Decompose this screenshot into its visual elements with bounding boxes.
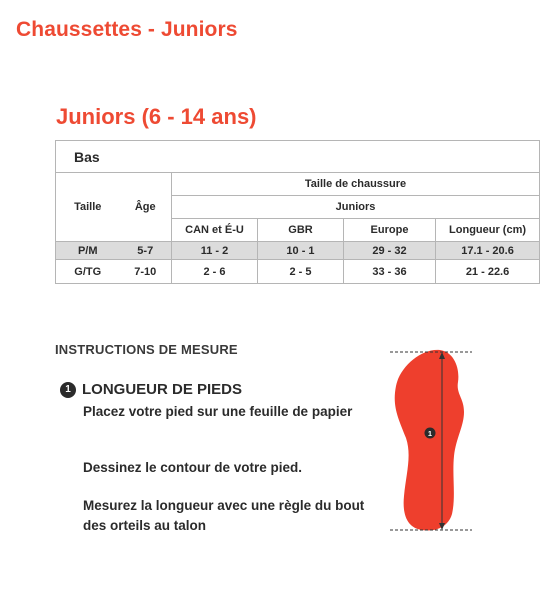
- column-header-longueur: Longueur (cm): [436, 219, 540, 242]
- cell-gbr: 10 - 1: [258, 242, 344, 260]
- instruction-line-2: Dessinez le contour de votre pied.: [83, 460, 303, 475]
- cell-longueur: 21 - 22.6: [436, 260, 540, 284]
- size-chart-table: [55, 140, 540, 284]
- table-row: [56, 260, 540, 284]
- foot-shape: [395, 350, 464, 531]
- column-header-gbr: GBR: [258, 219, 344, 242]
- cell-can: 11 - 2: [172, 242, 258, 260]
- table-row: [56, 242, 540, 260]
- cell-europe: 33 - 36: [344, 260, 436, 284]
- marker-label: 1: [427, 429, 433, 438]
- instruction-line-1: Placez votre pied sur une feuille de papier: [83, 404, 353, 419]
- page-title: Chaussettes - Juniors: [16, 18, 238, 41]
- cell-can: 2 - 6: [172, 260, 258, 284]
- column-header-europe: Europe: [344, 219, 436, 242]
- cell-gbr: 2 - 5: [258, 260, 344, 284]
- step-title: LONGUEUR DE PIEDS: [82, 381, 243, 398]
- cell-taille: G/TG: [56, 260, 120, 284]
- table-caption: Bas: [56, 141, 540, 173]
- step-heading: [60, 381, 242, 398]
- shoe-size-header: Taille de chaussure: [172, 173, 540, 196]
- cell-europe: 29 - 32: [344, 242, 436, 260]
- cell-taille: P/M: [56, 242, 120, 260]
- cell-age: 7-10: [120, 260, 172, 284]
- step-number-badge: 1: [60, 382, 76, 398]
- group-header-juniors: Juniors: [172, 196, 540, 219]
- column-header-taille: Taille: [56, 173, 120, 242]
- cell-age: 5-7: [120, 242, 172, 260]
- column-header-age: Âge: [120, 173, 172, 242]
- instructions-title: INSTRUCTIONS DE MESURE: [55, 342, 238, 357]
- section-title: Juniors (6 - 14 ans): [56, 104, 257, 129]
- cell-longueur: 17.1 - 20.6: [436, 242, 540, 260]
- instruction-line-3: Mesurez la longueur avec une règle du bout des orteils au talon: [83, 498, 365, 533]
- column-header-can: CAN et É-U: [172, 219, 258, 242]
- foot-outline-illustration: [388, 346, 478, 536]
